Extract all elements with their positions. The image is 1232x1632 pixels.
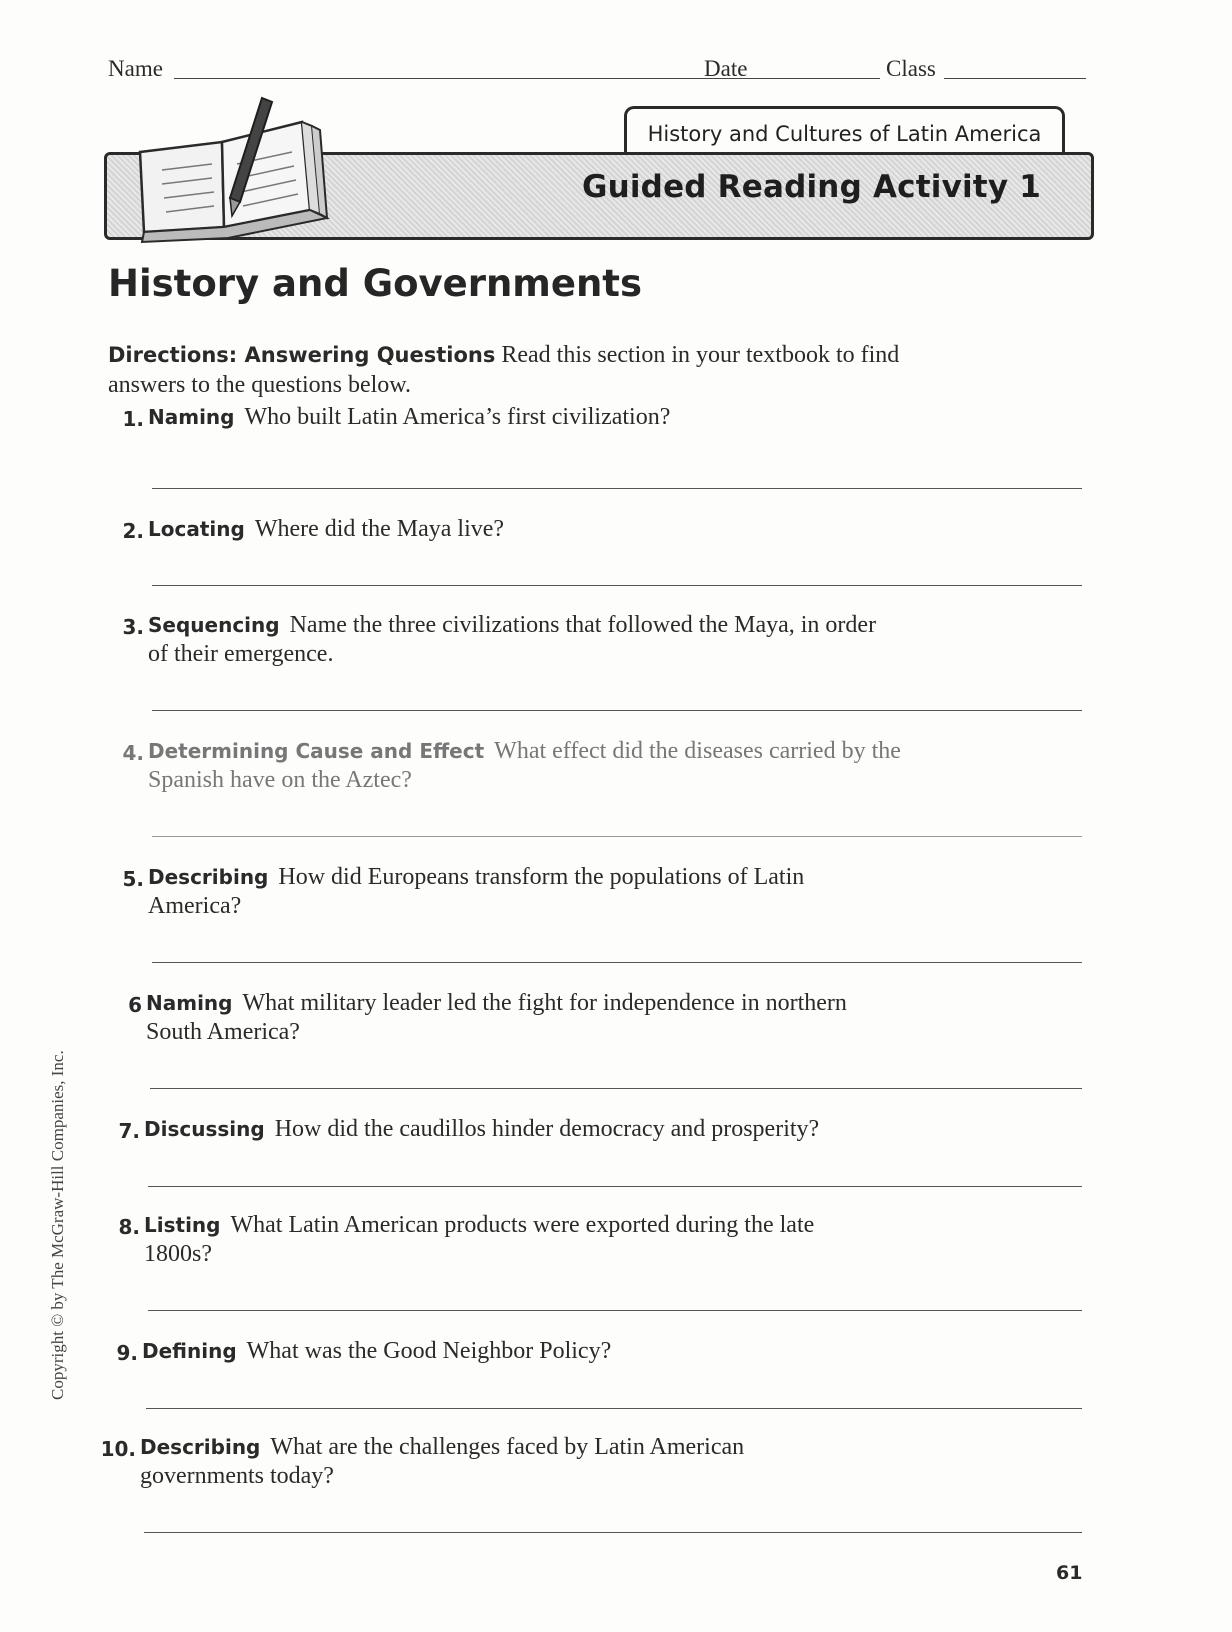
question-text: What military leader led the fight for independence in northern South America? [146,990,847,1045]
question-text: Who built Latin America’s first civilization? [244,404,671,430]
class-field[interactable] [886,56,936,82]
question-label: Discussing [144,1117,265,1141]
question-number: 9. [116,1341,138,1365]
answer-line-10[interactable] [144,1532,1082,1533]
question-label: Naming [148,405,235,429]
question-text: Where did the Maya live? [254,516,505,542]
question-number: 5. [122,867,144,891]
answer-line-1[interactable] [152,488,1082,489]
question-label: Describing [148,865,269,889]
question-label: Naming [146,991,233,1015]
directions-label: Directions: Answering Questions [108,343,496,367]
class-line[interactable] [944,78,1086,79]
question-number: 7. [118,1119,140,1143]
activity-title: Guided Reading Activity 1 [581,169,1041,205]
name-label: Name [108,56,163,81]
question-text: What Latin American products were exported during the late 1800s? [144,1212,815,1267]
question-number: 1. [122,407,144,431]
section-title: History and Governments [108,262,642,305]
date-field[interactable] [704,56,747,82]
book-pencil-icon [112,92,342,252]
answer-line-8[interactable] [148,1310,1082,1311]
date-label: Date [704,56,748,81]
answer-line-4[interactable] [152,836,1082,837]
question-number: 2. [122,519,144,543]
question-text: What effect did the diseases carried by the Spanish have on the Aztec? [148,738,901,793]
copyright-notice: Copyright © by The McGraw-Hill Companies, Inc. [48,1050,67,1400]
name-field[interactable] [108,56,163,82]
answer-line-5[interactable] [152,962,1082,963]
question-number: 6 [128,993,142,1017]
question-text: What are the challenges faced by Latin American governments today? [140,1434,745,1489]
name-line[interactable] [174,78,796,79]
question-text: How did Europeans transform the populations of Latin America? [148,864,805,919]
answer-line-7[interactable] [148,1186,1082,1187]
question-label: Listing [144,1213,221,1237]
answer-line-3[interactable] [152,710,1082,711]
question-label: Determining Cause and Effect [148,739,485,763]
page-number: 61 [1056,1562,1083,1584]
directions [108,340,908,400]
question-label: Defining [142,1339,237,1363]
date-line[interactable] [756,78,880,79]
question-label: Locating [148,517,245,541]
directions-text: Read this section in your textbook to find answers to the questions below. [108,342,900,398]
question-label: Describing [140,1435,261,1459]
question-number: 10. [100,1437,136,1461]
activity-banner [104,100,1094,260]
answer-line-2[interactable] [152,585,1082,586]
question-number: 4. [122,741,144,765]
class-label: Class [886,56,936,81]
question-text: How did the caudillos hinder democracy and prosperity? [274,1116,820,1142]
question-number: 3. [122,615,144,639]
question-number: 8. [118,1215,140,1239]
question-label: Sequencing [148,613,280,637]
question-text: Name the three civilizations that followed the Maya, in order of their emergence. [148,612,877,667]
course-tab: History and Cultures of Latin America [624,106,1065,159]
question-text: What was the Good Neighbor Policy? [246,1338,612,1364]
answer-line-9[interactable] [146,1408,1082,1409]
answer-line-6[interactable] [150,1088,1082,1089]
